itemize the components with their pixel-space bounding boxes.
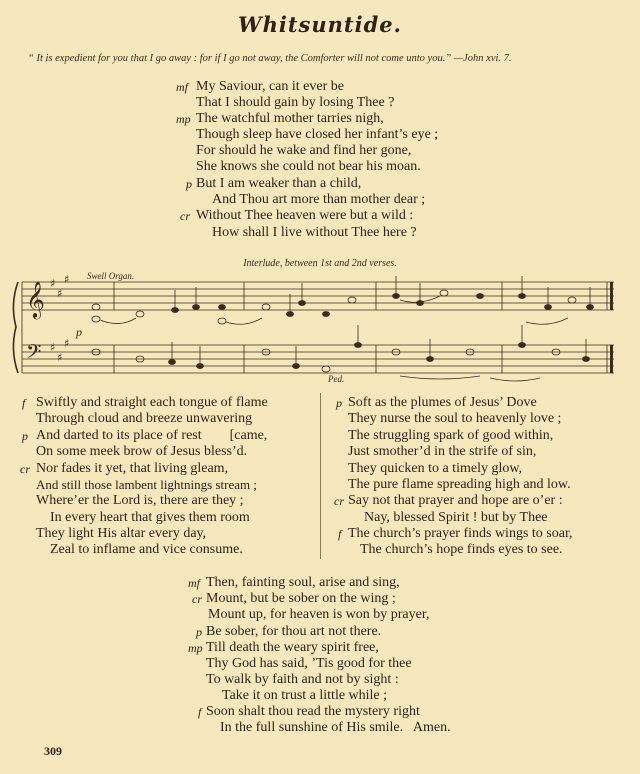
verse-line: And Thou art more than mother dear ; (212, 192, 426, 207)
verse-line: And still those lambent lightnings stream ; (36, 477, 257, 492)
dynamic-mark: mf (176, 80, 188, 94)
verse-line: And darted to its place of rest [came, (36, 428, 268, 443)
pedal-label: Ped. (328, 374, 345, 384)
verse-line: How shall I live without Thee here ? (212, 225, 417, 240)
verse-line: Where’er the Lord is, there are they ; (36, 493, 244, 508)
verse-line: The struggling spark of good within, (348, 428, 554, 443)
verse-line: On some meek brow of Jesus bless’d. (36, 444, 248, 459)
column-divider (320, 393, 321, 559)
verse-line: Soft as the plumes of Jesus’ Dove (348, 395, 537, 410)
svg-text:♯: ♯ (50, 341, 56, 354)
page-title: Whitsuntide. (238, 12, 402, 37)
verse-line: In the full sunshine of His smile. Amen. (220, 720, 451, 735)
verse-line: Thy God has said, ’Tis good for thee (206, 656, 412, 671)
dynamic-mark: mp (188, 641, 203, 655)
verse-line: To walk by faith and not by sight : (206, 672, 399, 687)
verse-line: The watchful mother tarries nigh, (196, 111, 384, 126)
dynamic-mark: mf (188, 576, 200, 590)
dynamic-mark: p (186, 177, 192, 191)
svg-text:𝄞: 𝄞 (26, 280, 45, 318)
dynamic-mark: f (198, 705, 202, 719)
dynamic-mark: p (76, 325, 82, 339)
verse-line: That I should gain by losing Thee ? (196, 95, 395, 110)
verse-line: Mount, but be sober on the wing ; (206, 591, 396, 606)
svg-text:𝄢: 𝄢 (26, 340, 42, 368)
verse-line: The church’s hope finds eyes to see. (360, 542, 563, 557)
dynamic-mark: cr (20, 462, 30, 476)
verse-line: They quicken to a timely glow, (348, 461, 523, 476)
verse-line: Nay, blessed Spirit ! but by Thee (364, 510, 548, 525)
verse-line: Zeal to inflame and vice consume. (50, 542, 243, 557)
interlude-caption: Interlude, between 1st and 2nd verses. (243, 258, 397, 269)
dynamic-mark: cr (180, 209, 190, 223)
verse-line: My Saviour, can it ever be (196, 79, 344, 94)
verse-line: The church’s prayer finds wings to soar, (348, 526, 573, 541)
verse-line: Just smother’d in the strife of sin, (348, 444, 537, 459)
dynamic-mark: f (22, 396, 26, 410)
verse-line: Soon shalt thou read the mystery right (206, 704, 420, 719)
dynamic-mark: f (338, 527, 342, 541)
svg-text:♯: ♯ (57, 351, 63, 364)
verse-line: Say not that prayer and hope are o’er : (348, 493, 563, 508)
dynamic-mark: p (336, 396, 342, 410)
verse-line: They nurse the soul to heavenly love ; (348, 411, 562, 426)
svg-text:♯: ♯ (57, 287, 63, 300)
verse-line: She knows she could not bear his moan. (196, 159, 421, 174)
page-number: 309 (44, 744, 62, 758)
dynamic-mark: p (196, 625, 202, 639)
verse-line: Then, fainting soul, arise and sing, (206, 575, 400, 590)
svg-text:♯: ♯ (64, 273, 70, 286)
verse-line: The pure flame spreading high and low. (348, 477, 571, 492)
verse-line: But I am weaker than a child, (196, 176, 362, 191)
dynamic-mark: cr (334, 494, 344, 508)
dynamic-mark: mp (176, 112, 191, 126)
verse-line: Though sleep have closed her infant’s eye ; (196, 127, 439, 142)
verse-line: Be sober, for thou art not there. (206, 624, 382, 639)
dynamic-mark: p (22, 429, 28, 443)
verse-line: Take it on trust a little while ; (222, 688, 388, 703)
verse-line: They light His altar every day, (36, 526, 207, 541)
verse-line: For should he wake and find her gone, (196, 143, 412, 158)
verse-line: Till death the weary spirit free, (206, 640, 379, 655)
verse-line: Through cloud and breeze unwavering (36, 411, 253, 426)
verse-line: Swiftly and straight each tongue of flame (36, 395, 268, 410)
verse-line: Mount up, for heaven is won by prayer, (208, 607, 430, 622)
epigraph: “ It is expedient for you that I go away : for if I go not away, the Comforter will not come unto you.” —John xvi. 7. (28, 53, 512, 64)
music-score (0, 266, 640, 391)
svg-text:♯: ♯ (64, 337, 70, 350)
verse-line: In every heart that gives them room (50, 510, 250, 525)
svg-text:♯: ♯ (50, 277, 56, 290)
verse-line: Nor fades it yet, that living gleam, (36, 461, 229, 476)
organ-label: Swell Organ. (87, 271, 135, 281)
dynamic-mark: cr (192, 592, 202, 606)
verse-line: Without Thee heaven were but a wild : (196, 208, 414, 223)
